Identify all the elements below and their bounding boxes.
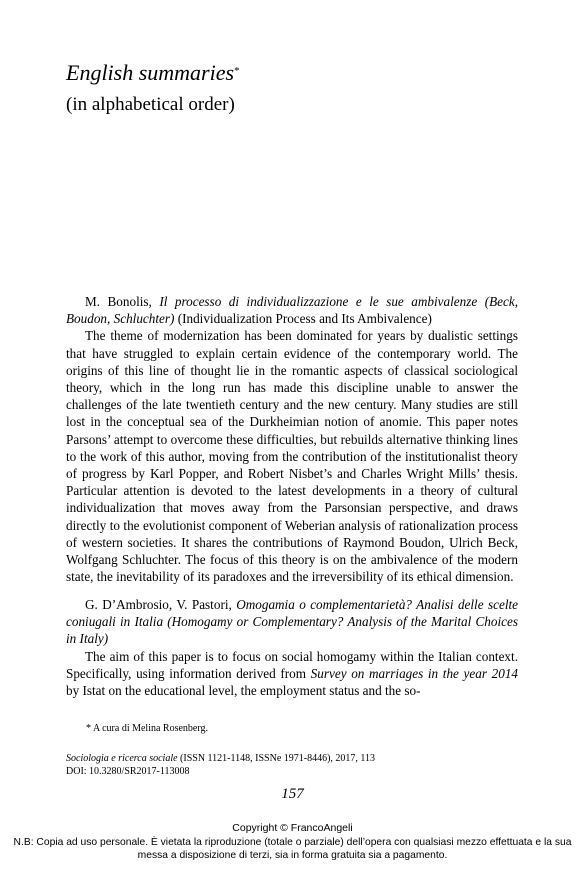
copyright-line: Copyright © FrancoAngeli [232, 822, 353, 834]
journal-name: Sociologia e ricerca sociale [66, 753, 178, 764]
entry-english-title: (Homogamy or Complementary? Analysis of the Marital Choices in Italy) [66, 614, 518, 647]
journal-reference [66, 752, 375, 765]
entry-authors: G. D’Ambrosio, V. Pastori, [85, 597, 237, 612]
entry-italian-title: Il processo di individualizzazione e le sue ambivalenze (Beck, Boudon, Schluchter) [66, 294, 518, 327]
entry-english-title: (Individualization Process and Its Ambivalence) [174, 311, 432, 327]
entry-abstract: The theme of modernization has been dominated for years by dualistic settings that have struggled to explain certain evidence of the contemporary world. The origins of this line of thought lie in the romantic aspects of classical sociological theory, which in the long run has made this discipline unable to answer the challenges of the late twentieth century and the new century. Many studies are still lost in the conceptual sea of the Durkheimian notion of anomie. This paper notes Parsons’ attempt to overcome these difficulties, but rebuilds alternative thinking lines to the work of this author, moving from the contribution of the institutionalist theory of progress by Karl Popper, and Robert Nisbet’s and Charles Wright Mills’ thesis. Particular attention is devoted to the latest developments in a theory of cultural individualization that moves away from the Parsonsian perspective, and draws directly to the evolutionist component of Weberian analysis of rationalization process of western societies. It shares the contributions of Raymond Boudon, Ulrich Beck, Wolfgang Schluchter. The focus of this theory is on the ambivalence of the modern state, the inevitability of its paradoxes and the irreversibility of its ethical dimension. [66, 328, 518, 585]
summary-entry-bonolis [66, 293, 518, 585]
summaries-subtitle: (in alphabetical order) [66, 94, 235, 115]
page-number: 157 [281, 786, 304, 802]
footnote-marker: * [234, 65, 240, 77]
entry-italian-title: Omogamia o complementarietà? Analisi delle scelte coniugali in Italia [66, 597, 518, 630]
footnote: * A cura di Melina Rosenberg. [86, 723, 209, 734]
copyright-notice: N.B: Copia ad uso personale. È vietata la riproduzione (totale o parziale) dell’opera con qualsiasi mezzo effettuata e la sua messa a disposizione di terzi, sia in forma gratuita sia a pagamento. [13, 837, 572, 861]
journal-details: (ISSN 1121-1148, ISSNe 1971-8446), 2017, 113 [177, 753, 376, 764]
entry-reference [66, 293, 518, 327]
summary-entry-dambrosio-pastori [66, 596, 518, 699]
entry-abstract [66, 648, 518, 700]
summaries-title [66, 60, 240, 86]
abstract-text: by Istat on the educational level, the employment status and the so- [66, 683, 421, 699]
summaries-title-text: English summaries [66, 60, 235, 85]
abstract-survey-title: Survey on marriages in the year 2014 [310, 665, 519, 681]
doi: DOI: 10.3280/SR2017-113008 [66, 766, 190, 777]
entry-reference [66, 596, 518, 648]
entry-authors: M. Bonolis, [85, 294, 160, 309]
abstract-text: The aim of this paper is to focus on social homogamy within the Italian context. Specifically, using information derived from [66, 648, 518, 681]
